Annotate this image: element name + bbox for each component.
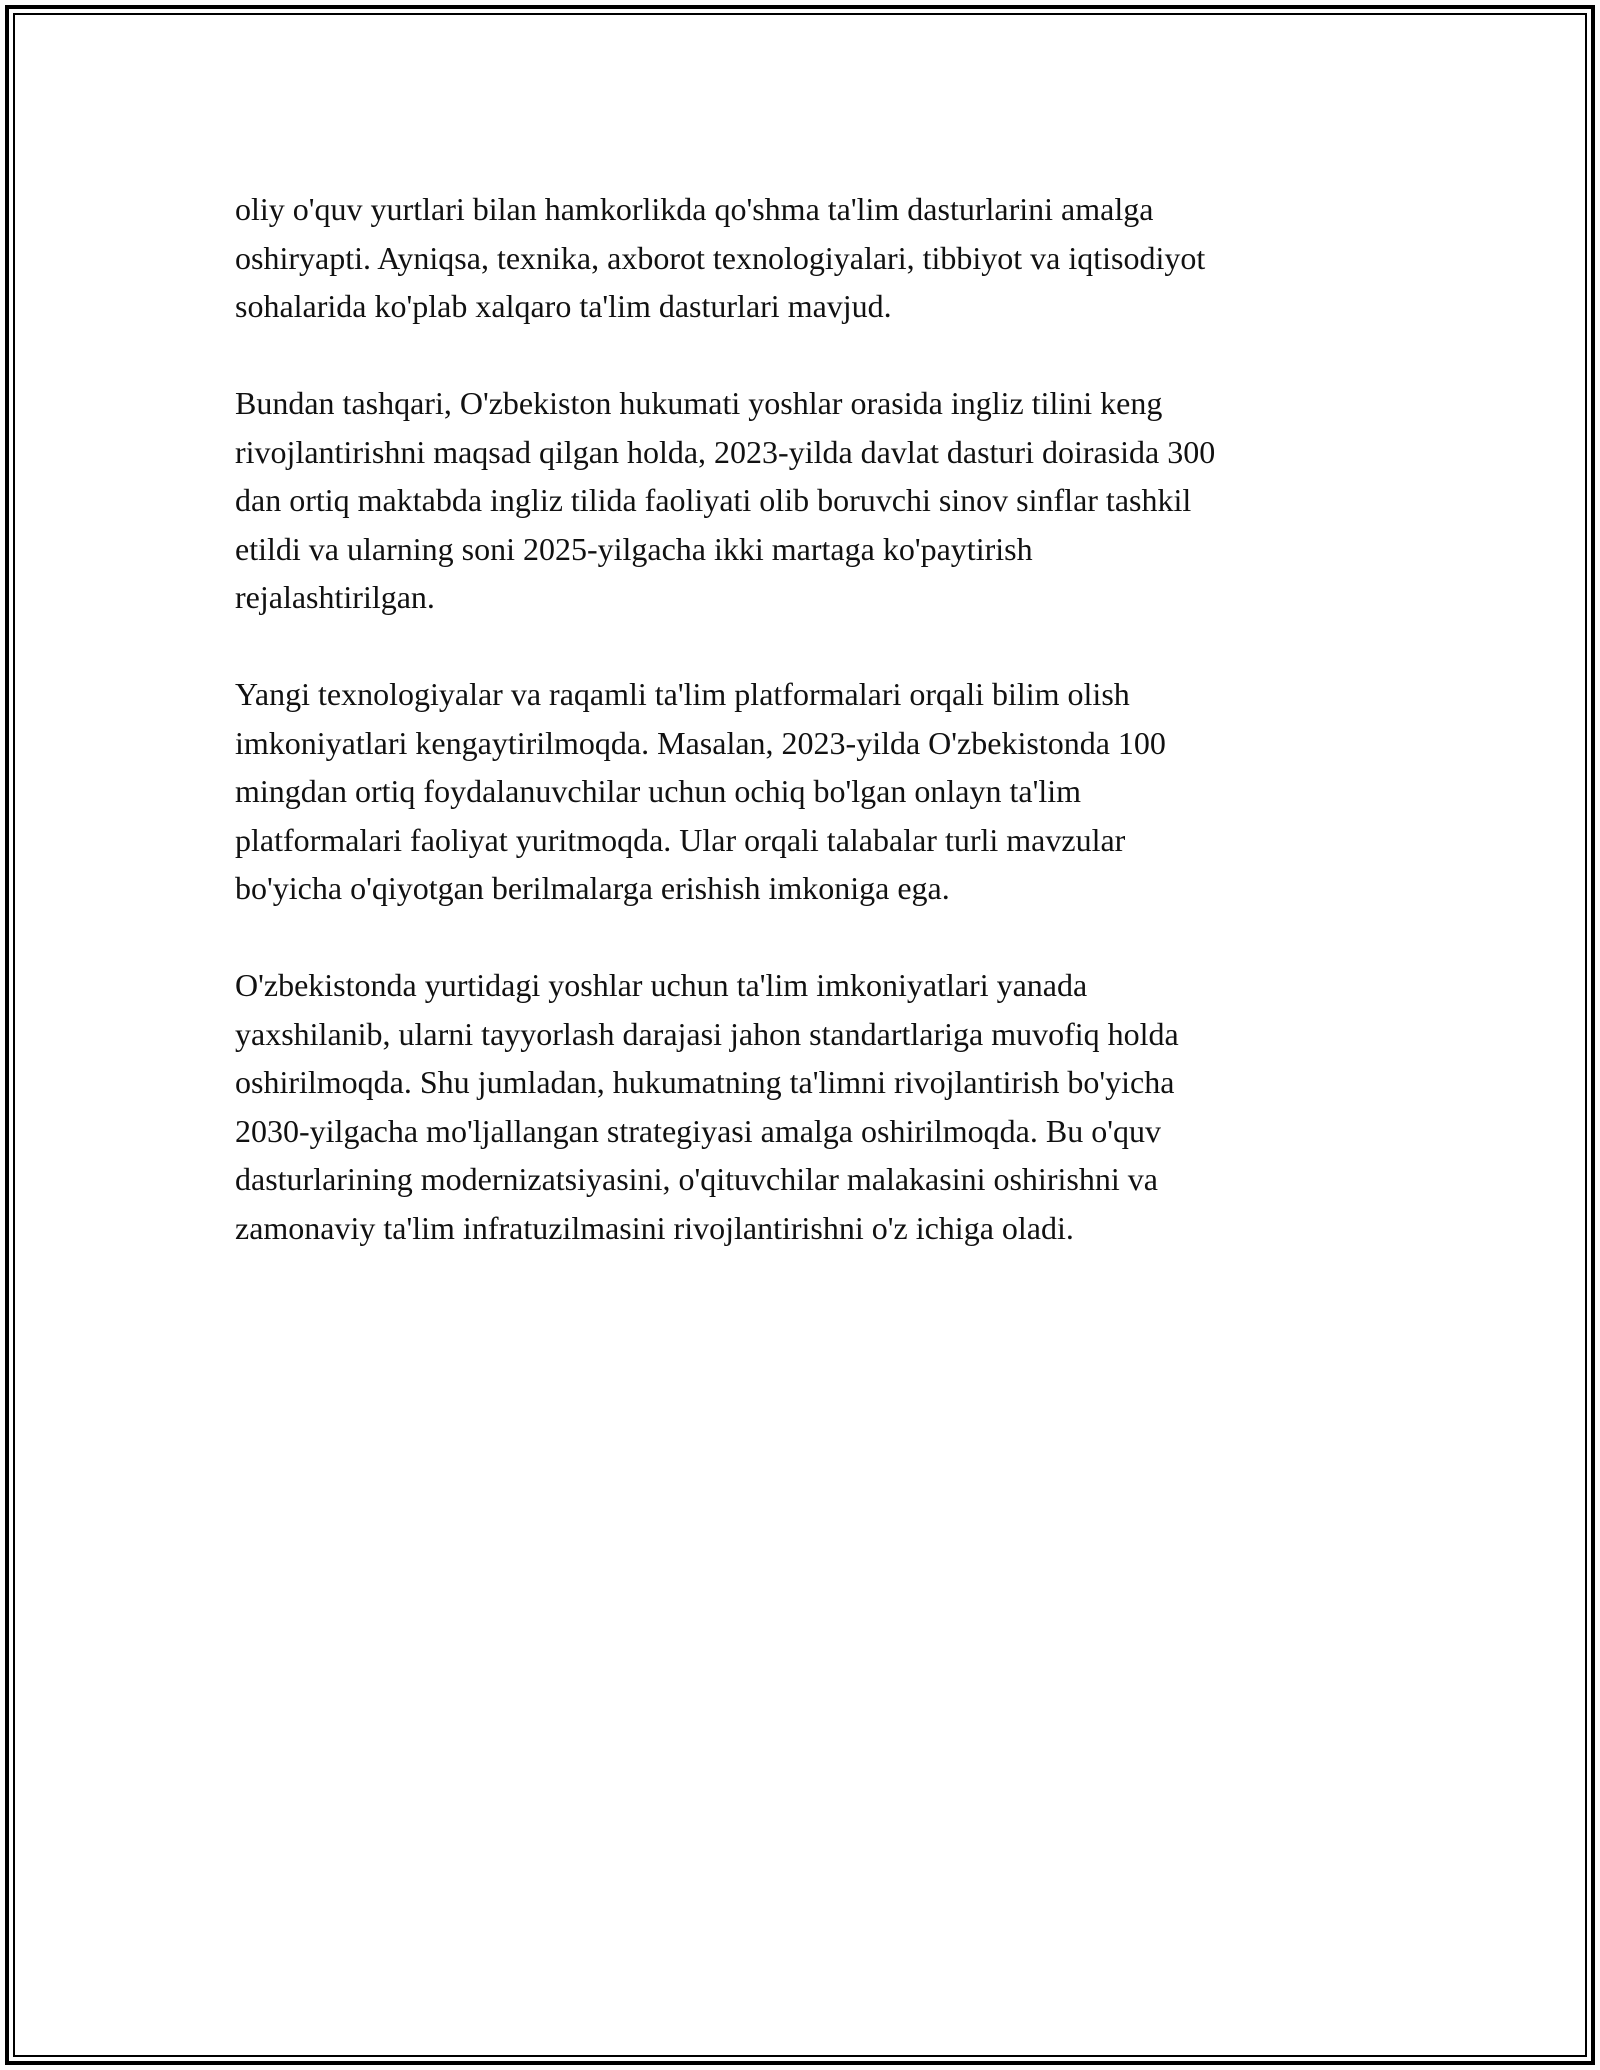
text-line: Bundan tashqari, O'zbekiston hukumati yoshlar orasida ingliz tilini keng (235, 385, 1163, 421)
text-line: sohalarida ko'plab xalqaro ta'lim dasturlari mavjud. (235, 288, 892, 324)
text-line: platformalari faoliyat yuritmoqda. Ular orqali talabalar turli mavzular (235, 821, 1126, 858)
text-line: oshirilmoqda. Shu jumladan, hukumatning ta'limni rivojlantirish bo'yicha (235, 1064, 1175, 1100)
text-line: zamonaviy ta'lim infratuzilmasini rivojlantirishni o'z ichiga oladi. (235, 1209, 1074, 1246)
text-line: oshiryapti. Ayniqsa, texnika, axborot texnologiyalari, tibbiyot va iqtisodiyot (235, 239, 1206, 276)
text-line: imkoniyatlari kengaytirilmoqda. Masalan, 2023-yilda O'zbekistonda 100 (235, 724, 1166, 761)
text-line: bo'yicha o'qiyotgan berilmalarga erishish imkoniga ega. (235, 870, 950, 906)
text-line: 2030-yilgacha mo'ljallangan strategiyasi amalga oshirilmoqda. Bu o'quv (235, 1112, 1161, 1149)
paragraph-4 (235, 961, 1375, 1252)
text-line: rivojlantirishni maqsad qilgan holda, 2023-yilda davlat dasturi doirasida 300 (235, 433, 1216, 470)
text-line: rejalashtirilgan. (235, 579, 435, 615)
text-line: O'zbekistonda yurtidagi yoshlar uchun ta'lim imkoniyatlari yanada (235, 967, 1088, 1003)
text-line: oliy o'quv yurtlari bilan hamkorlikda qo'shma ta'lim dasturlarini amalga (235, 191, 1154, 227)
text-line: dasturlarining modernizatsiyasini, o'qituvchilar malakasini oshirishni va (235, 1161, 1158, 1197)
text-line: Yangi texnologiyalar va raqamli ta'lim platformalari orqali bilim olish (235, 676, 1130, 712)
text-line: mingdan ortiq foydalanuvchilar uchun ochiq bo'lgan onlayn ta'lim (235, 773, 1081, 809)
paragraph-3 (235, 670, 1375, 913)
text-line: dan ortiq maktabda ingliz tilida faoliyati olib boruvchi sinov sinflar tashkil (235, 482, 1192, 518)
text-line: etildi va ularning soni 2025-yilgacha ikki martaga ko'paytirish (235, 530, 1033, 567)
paragraph-2 (235, 379, 1375, 622)
paragraph-1 (235, 185, 1375, 331)
document-body (235, 185, 1375, 1301)
text-line: yaxshilanib, ularni tayyorlash darajasi jahon standartlariga muvofiq holda (235, 1015, 1179, 1052)
